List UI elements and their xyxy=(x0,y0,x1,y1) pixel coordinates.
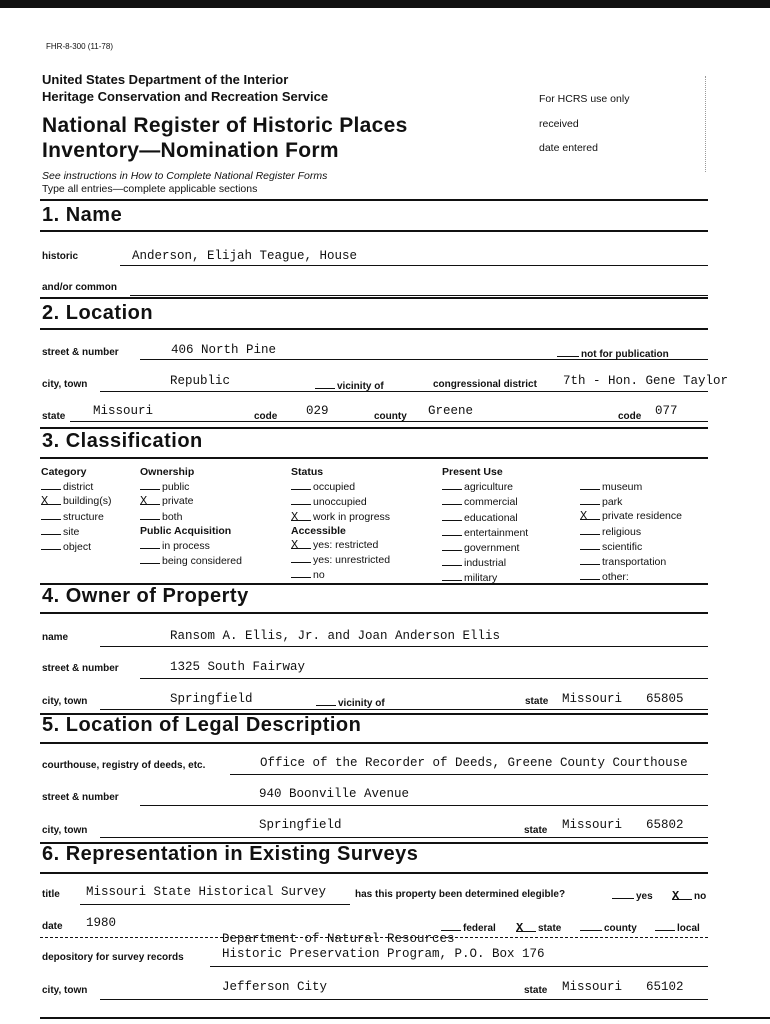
ownership-public: public xyxy=(140,479,242,494)
rule-s1-bottom xyxy=(40,230,708,232)
historic-label: historic xyxy=(42,251,79,262)
code2-value[interactable]: 077 xyxy=(655,404,678,418)
eligible-no: no xyxy=(694,891,707,902)
legal-state-value[interactable]: Missouri xyxy=(562,818,623,832)
owner-name-value[interactable]: Ransom A. Ellis, Jr. and Joan Anderson Ellis xyxy=(170,629,501,643)
s2-heading: 2. Location xyxy=(42,302,154,324)
survey-city-value[interactable]: Jefferson City xyxy=(222,980,328,994)
owner-city-label: city, town xyxy=(42,696,88,707)
historic-name[interactable]: Anderson, Elijah Teague, House xyxy=(132,249,358,263)
survey-state-value[interactable]: Missouri xyxy=(562,980,623,994)
rule-s1 xyxy=(40,199,708,201)
instructions-1: See instructions in How to Complete National Register Forms xyxy=(42,170,328,182)
acquisition-label: Public Acquisition xyxy=(140,524,232,537)
accessible-no: no xyxy=(291,567,390,582)
owner-street-line xyxy=(140,678,708,679)
ownership-both: both xyxy=(140,509,242,524)
survey-city-label: city, town xyxy=(42,985,88,996)
depository-value-2[interactable]: Historic Preservation Program, P.O. Box 176 xyxy=(222,947,545,961)
category-site: site xyxy=(41,524,111,539)
use-private-residence: X private residence xyxy=(580,509,682,524)
legal-city-value[interactable]: Springfield xyxy=(259,818,342,832)
level-state-mark[interactable]: X xyxy=(516,921,536,932)
state-value[interactable]: Missouri xyxy=(93,404,154,418)
level-local: local xyxy=(677,923,700,934)
legal-street-line xyxy=(140,805,708,806)
present-use-column-2 xyxy=(580,479,682,584)
historic-line xyxy=(120,265,708,266)
common-label: and/or common xyxy=(42,282,118,293)
use-scientific: scientific xyxy=(580,539,682,554)
category-structure: structure xyxy=(41,509,111,524)
use-religious: religious xyxy=(580,524,682,539)
courthouse-label: courthouse, registry of deeds, etc. xyxy=(42,760,206,771)
eligible-no-mark[interactable]: X xyxy=(672,889,692,900)
category-object: object xyxy=(41,539,111,554)
s4-heading: 4. Owner of Property xyxy=(42,585,249,607)
s1-heading: 1. Name xyxy=(42,204,123,226)
s6-heading: 6. Representation in Existing Surveys xyxy=(42,843,419,865)
owner-name-line xyxy=(100,646,708,647)
city-line xyxy=(100,391,708,392)
legal-street-value[interactable]: 940 Boonville Avenue xyxy=(259,787,410,801)
category-label: Category xyxy=(41,466,87,478)
survey-date-label: date xyxy=(42,921,63,932)
present-use-label: Present Use xyxy=(442,466,503,478)
rule-s2-bottom xyxy=(40,328,708,330)
use-museum: museum xyxy=(580,479,682,494)
form-code: FHR-8-300 (11-78) xyxy=(46,42,113,51)
owner-vicinity-label: vicinity of xyxy=(338,698,385,709)
s5-heading: 5. Location of Legal Description xyxy=(42,714,362,736)
acquisition-being-considered: being considered xyxy=(140,553,242,568)
level-county: county xyxy=(604,923,637,934)
owner-street-label: street & number xyxy=(42,663,119,674)
congressional-value[interactable]: 7th - Hon. Gene Taylor xyxy=(563,374,729,388)
vicinity-label: vicinity of xyxy=(337,381,384,392)
survey-city-line xyxy=(100,999,708,1000)
use-park: park xyxy=(580,494,682,509)
status-label: Status xyxy=(291,466,324,478)
use-other: other: xyxy=(580,569,682,584)
category-buildings: X building(s) xyxy=(41,494,112,509)
code2-label: code xyxy=(618,411,642,422)
use-agriculture: agriculture xyxy=(442,479,528,494)
hcrs-box-edge xyxy=(705,76,706,172)
rule-s6-bottom xyxy=(40,872,708,874)
rule-s5-bottom xyxy=(40,742,708,744)
status-work-in-progress: X work in progress xyxy=(291,509,391,524)
s3-heading: 3. Classification xyxy=(42,430,203,452)
survey-zip-value[interactable]: 65102 xyxy=(646,980,684,994)
category-column xyxy=(41,465,111,554)
accessible-yes-restricted: X yes: restricted xyxy=(291,538,379,553)
street-line xyxy=(140,359,708,360)
owner-zip-value[interactable]: 65805 xyxy=(646,692,684,706)
hcrs-header: For HCRS use only xyxy=(539,93,630,105)
rule-s3 xyxy=(40,427,708,429)
accessible-yes-unrestricted: yes: unrestricted xyxy=(291,552,390,567)
legal-street-label: street & number xyxy=(42,792,119,803)
status-occupied: occupied xyxy=(291,479,390,494)
county-value[interactable]: Greene xyxy=(428,404,474,418)
street-value[interactable]: 406 North Pine xyxy=(171,343,277,357)
use-educational: educational xyxy=(442,510,528,525)
survey-title-label: title xyxy=(42,889,60,900)
accessible-label: Accessible xyxy=(291,524,346,537)
not-for-publication: not for publication xyxy=(581,349,669,360)
legal-zip-value[interactable]: 65802 xyxy=(646,818,684,832)
use-government: government xyxy=(442,540,528,555)
rule-s4-bottom xyxy=(40,612,708,614)
use-entertainment: entertainment xyxy=(442,525,528,540)
owner-city-value[interactable]: Springfield xyxy=(170,692,253,706)
code-label: code xyxy=(254,411,278,422)
rule-s2 xyxy=(40,297,708,299)
use-industrial: industrial xyxy=(442,555,528,570)
present-use-column-1 xyxy=(442,465,528,586)
street-label: street & number xyxy=(42,347,119,358)
owner-city-line xyxy=(100,709,708,710)
acquisition-in-process: in process xyxy=(140,538,242,553)
survey-title-value[interactable]: Missouri State Historical Survey xyxy=(86,885,327,899)
survey-date-value[interactable]: 1980 xyxy=(86,916,117,930)
level-federal: federal xyxy=(463,923,496,934)
state-line xyxy=(70,421,708,422)
instructions-2: Type all entries—complete applicable sections xyxy=(42,183,258,195)
legal-city-label: city, town xyxy=(42,825,88,836)
ownership-column xyxy=(140,465,242,568)
depository-label: depository for survey records xyxy=(42,952,184,963)
status-column xyxy=(291,465,390,583)
owner-name-label: name xyxy=(42,632,69,643)
county-label: county xyxy=(374,411,407,422)
survey-title-line xyxy=(80,904,350,905)
ownership-label: Ownership xyxy=(140,466,195,478)
status-unoccupied: unoccupied xyxy=(291,494,390,509)
state-label: state xyxy=(42,411,66,422)
courthouse-line xyxy=(230,774,708,775)
eligible-yes: yes xyxy=(636,891,653,902)
ownership-private: X private xyxy=(140,494,194,509)
hcrs-received: received xyxy=(539,118,579,130)
code-value[interactable]: 029 xyxy=(306,404,329,418)
rule-page-bottom xyxy=(40,1017,770,1019)
eligible-question: has this property been determined elegible? xyxy=(355,889,566,900)
owner-street-value[interactable]: 1325 South Fairway xyxy=(170,660,306,674)
scan-top-edge xyxy=(0,0,770,8)
category-district: district xyxy=(41,479,111,494)
owner-state-value[interactable]: Missouri xyxy=(562,692,623,706)
survey-state-label: state xyxy=(524,985,548,996)
legal-state-label: state xyxy=(524,825,548,836)
agency-line-2: Heritage Conservation and Recreation Service xyxy=(42,89,329,104)
level-state: state xyxy=(538,923,562,934)
use-commercial: commercial xyxy=(442,494,528,509)
depository-value-1[interactable]: Department of Natural Resources xyxy=(222,932,455,946)
legal-city-line xyxy=(100,837,708,838)
city-label: city, town xyxy=(42,379,88,390)
use-military: military xyxy=(442,570,528,585)
courthouse-value[interactable]: Office of the Recorder of Deeds, Greene County Courthouse xyxy=(260,756,688,770)
agency-line-1: United States Department of the Interior xyxy=(42,72,289,87)
hcrs-date-entered: date entered xyxy=(539,142,598,154)
rule-s3-bottom xyxy=(40,457,708,459)
city-value[interactable]: Republic xyxy=(170,374,231,388)
depository-line xyxy=(210,966,708,967)
owner-state-label: state xyxy=(525,696,549,707)
congressional-label: congressional district xyxy=(433,379,537,390)
common-line xyxy=(130,295,708,296)
form-title-1: National Register of Historic Places xyxy=(42,114,408,137)
form-title-2: Inventory—Nomination Form xyxy=(42,139,339,162)
use-transportation: transportation xyxy=(580,554,682,569)
